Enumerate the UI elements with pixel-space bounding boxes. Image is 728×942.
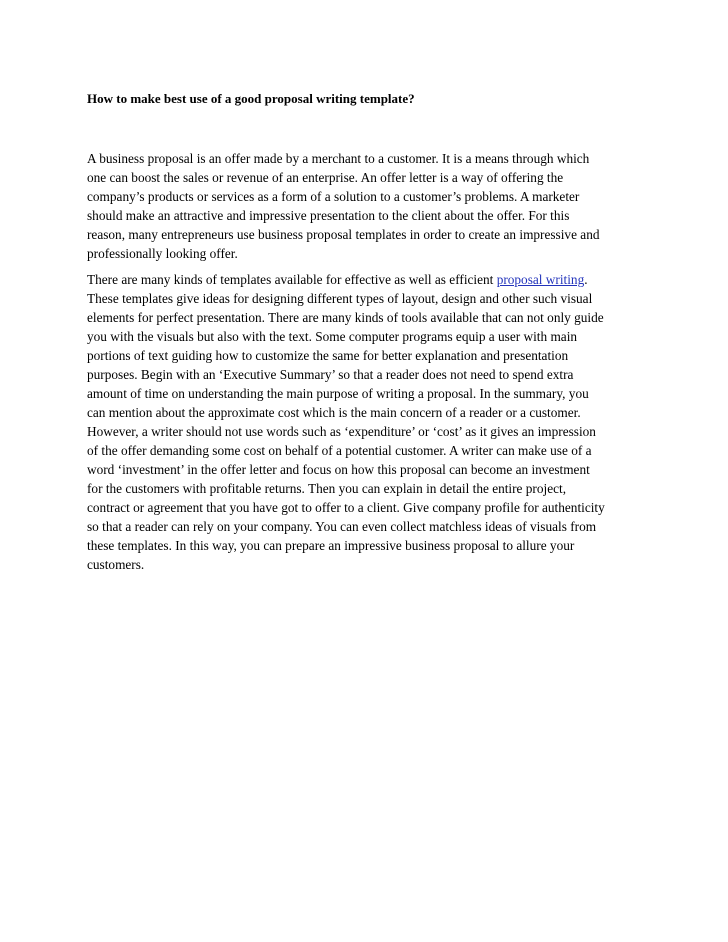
paragraph-line: so that a reader can rely on your company. You can even collect matchless ideas of visuals from (87, 519, 597, 534)
paragraph-line-with-link (87, 270, 647, 289)
paragraph-line: for the customers with profitable returns. Then you can explain in detail the entire project, (87, 481, 567, 496)
document-title: How to make best use of a good proposal writing template? (87, 91, 415, 106)
paragraph-line: A business proposal is an offer made by a merchant to a customer. It is a means through which (87, 151, 590, 166)
paragraph-line: word ‘investment’ in the offer letter and focus on how this proposal can become an investment (87, 462, 590, 477)
paragraph-templates (87, 270, 647, 574)
proposal-writing-link[interactable]: proposal writing (496, 272, 585, 287)
paragraph-line: elements for perfect presentation. There are many kinds of tools available that can not only guide (87, 310, 604, 325)
paragraph-line: of the offer demanding some cost on behalf of a potential customer. A writer can make use of a (87, 443, 592, 458)
paragraph-line: should make an attractive and impressive presentation to the client about the offer. For this (87, 208, 570, 223)
paragraph-line: company’s products or services as a form of a solution to a customer’s problems. A marketer (87, 189, 580, 204)
paragraph-line: reason, many entrepreneurs use business proposal templates in order to create an impressive and (87, 227, 600, 242)
paragraph-line: one can boost the sales or revenue of an enterprise. An offer letter is a way of offering the (87, 170, 564, 185)
paragraph-line: you with the visuals but also with the text. Some computer programs equip a user with main (87, 329, 578, 344)
paragraph-line: can mention about the approximate cost which is the main concern of a reader or a customer. (87, 405, 581, 420)
paragraph-line: amount of time on understanding the main purpose of writing a proposal. In the summary, you (87, 386, 589, 401)
link-trail-text: . (584, 272, 588, 287)
paragraph-intro (87, 149, 647, 263)
paragraph-line: portions of text guiding how to customize the same for better explanation and presentation (87, 348, 569, 363)
link-lead-text: There are many kinds of templates available for effective as well as efficient (87, 272, 497, 287)
paragraph-line: purposes. Begin with an ‘Executive Summary’ so that a reader does not need to spend extra (87, 367, 574, 382)
paragraph-line: However, a writer should not use words such as ‘expenditure’ or ‘cost’ as it gives an impression (87, 424, 596, 439)
paragraph-line: customers. (87, 557, 145, 572)
paragraph-line: professionally looking offer. (87, 246, 238, 261)
document-body (87, 89, 647, 574)
paragraph-line: these templates. In this way, you can prepare an impressive business proposal to allure your (87, 538, 575, 553)
paragraph-line: contract or agreement that you have got to offer to a client. Give company profile for authenticity (87, 500, 605, 515)
paragraph-line: These templates give ideas for designing different types of layout, design and other such visual (87, 291, 593, 306)
